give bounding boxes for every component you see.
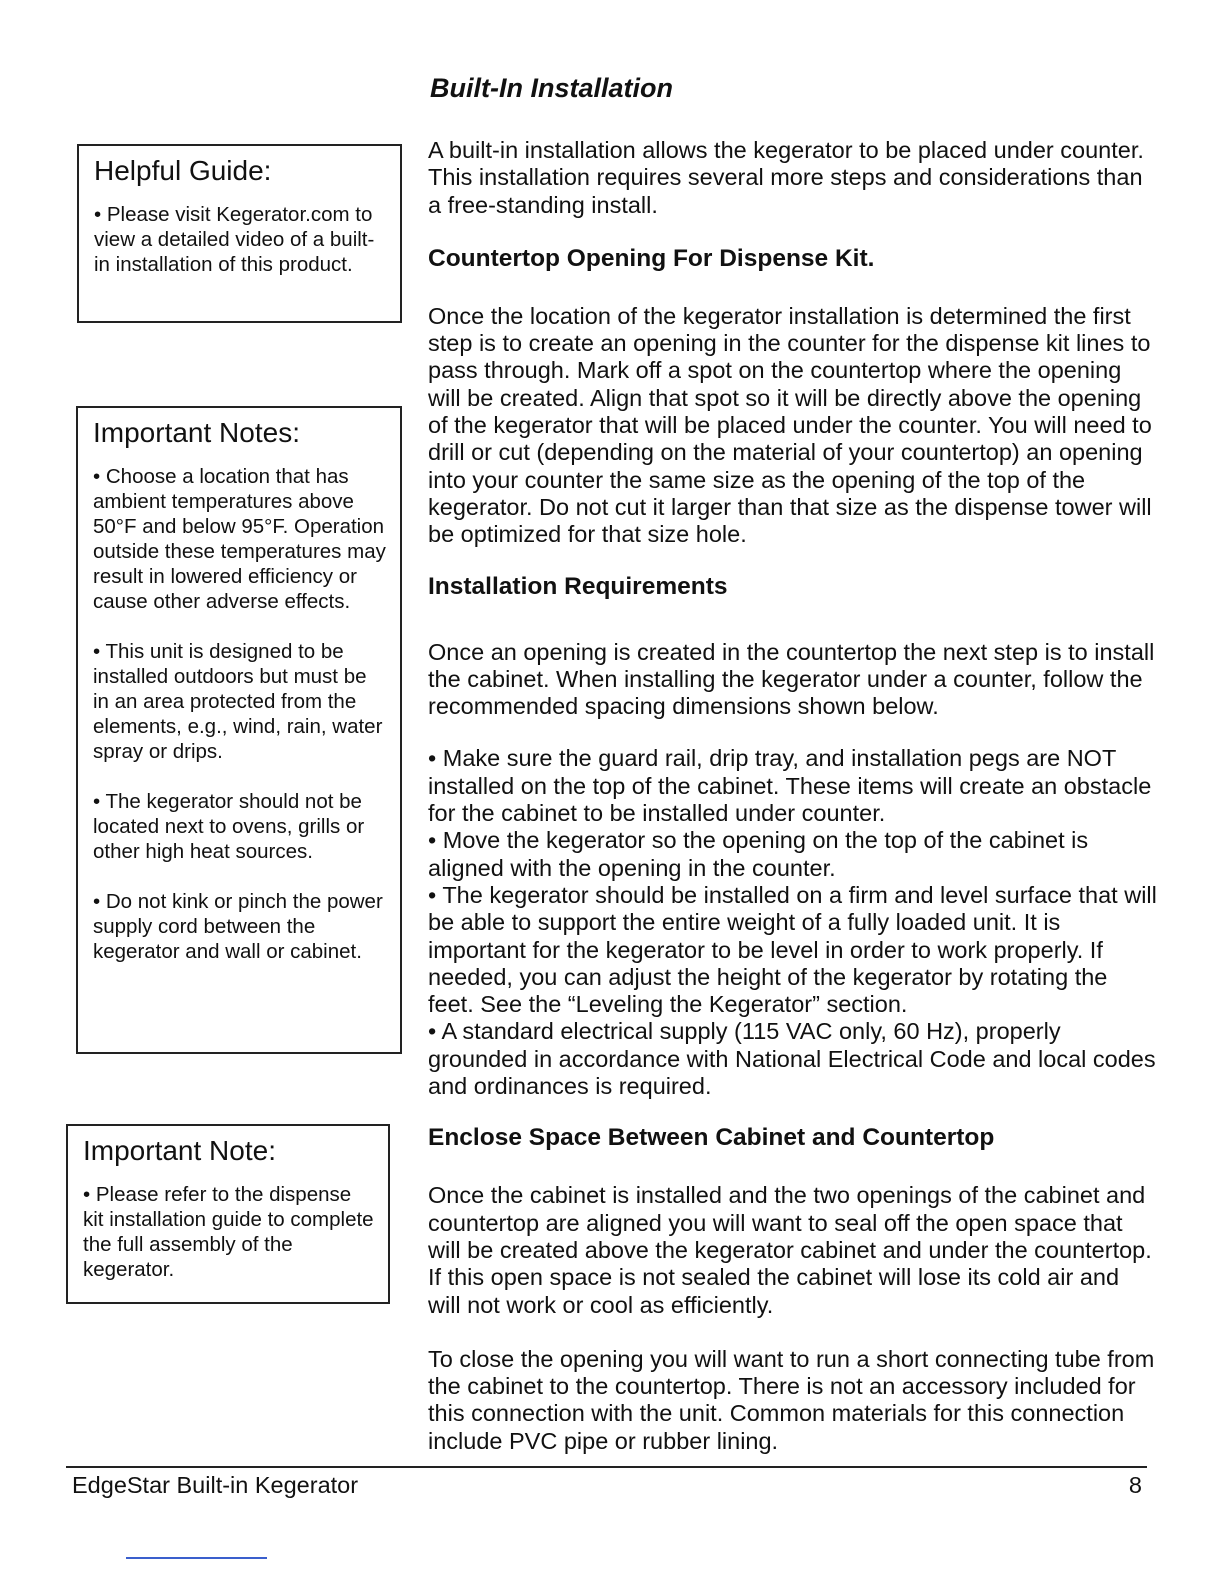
section-heading-countertop-opening: Countertop Opening For Dispense Kit.: [428, 244, 875, 272]
important-note-item: • Please refer to the dispense kit installation guide to complete the full assembly of the kegerator.: [83, 1183, 374, 1281]
page-number: 8: [1128, 1472, 1142, 1498]
countertop-opening-paragraph: Once the location of the kegerator installation is determined the first step is to create an opening in the counter for the dispense kit lines to pass through. Mark off a spot on the countertop where the opening will be created. Align that spot so it will be directly above the opening of the kegerator that will be placed under the counter. You will need to drill or cut (depending on the material of your countertop) an opening into your counter the same size as the opening of the top of the kegerator. Do not cut it larger than that size as the dispense tower will be optimized for that size hole.: [428, 302, 1152, 548]
important-notes-item: • The kegerator should not be located next to ovens, grills or other high heat sources.: [93, 790, 365, 863]
important-notes-item: • Do not kink or pinch the power supply cord between the kegerator and wall or cabinet.: [93, 890, 383, 963]
important-notes-item: • This unit is designed to be installed outdoors but must be in an area protected from the elements, e.g., wind, rain, water spray or drips.: [93, 640, 383, 763]
helpful-guide-title: Helpful Guide:: [94, 155, 272, 186]
requirement-bullet: • The kegerator should be installed on a firm and level surface that will be able to support the entire weight of a fully loaded unit. It is important for the kegerator to be level in order to work properly. If needed, you can adjust the height of the kegerator by rotating the feet. See the “Leveling the Kegerator” section.: [428, 881, 1157, 1018]
section-heading-enclose-space: Enclose Space Between Cabinet and Countertop: [428, 1124, 995, 1152]
installation-requirements-paragraph: Once an opening is created in the countertop the next step is to install the cabinet. When installing the kegerator under a counter, follow the recommended spacing dimensions shown below.: [428, 638, 1155, 720]
page-title: Built-In Installation: [430, 73, 673, 103]
enclose-space-paragraph: Once the cabinet is installed and the two openings of the cabinet and countertop are aligned you will want to seal off the open space that will be created above the kegerator cabinet and under the countertop. If this open space is not sealed the cabinet will lose its cold air and will not work or cool as efficiently.: [428, 1182, 1152, 1318]
closing-opening-paragraph: To close the opening you will want to run a short connecting tube from the cabinet to the countertop. There is not an accessory included for this connection with the unit. Common materials for this connection include PVC pipe or rubber lining.: [428, 1345, 1155, 1454]
helpful-guide-box: [77, 144, 402, 323]
requirement-bullet: • Make sure the guard rail, drip tray, and installation pegs are NOT installed on the top of the cabinet. These items will create an obstacle for the cabinet to be installed under counter.: [428, 745, 1152, 827]
footer-title: EdgeStar Built-in Kegerator: [72, 1472, 359, 1498]
important-notes-box: [76, 406, 402, 1054]
requirement-bullet: • Move the kegerator so the opening on the top of the cabinet is aligned with the opening in the counter.: [428, 827, 1089, 881]
important-notes-title: Important Notes:: [93, 417, 300, 448]
important-note-title: Important Note:: [83, 1135, 276, 1166]
footer-divider: [66, 1466, 1147, 1468]
main-content: [428, 137, 1158, 1455]
intro-paragraph: A built-in installation allows the kegerator to be placed under counter. This installation requires several more steps and considerations than a free-standing install.: [428, 137, 1144, 218]
helpful-guide-item: • Please visit Kegerator.com to view a detailed video of a built-in installation of this product.: [94, 203, 375, 276]
section-heading-installation-requirements: Installation Requirements: [428, 572, 728, 600]
decorative-underline: [126, 1557, 267, 1559]
important-notes-item: • Choose a location that has ambient temperatures above 50°F and below 95°F. Operation outside these temperatures may result in lowered efficiency or cause other adverse effects.: [93, 465, 386, 613]
requirement-bullet: • A standard electrical supply (115 VAC only, 60 Hz), properly grounded in accordance with National Electrical Code and local codes and ordinances is required.: [428, 1018, 1156, 1100]
important-note-box: [66, 1124, 390, 1304]
